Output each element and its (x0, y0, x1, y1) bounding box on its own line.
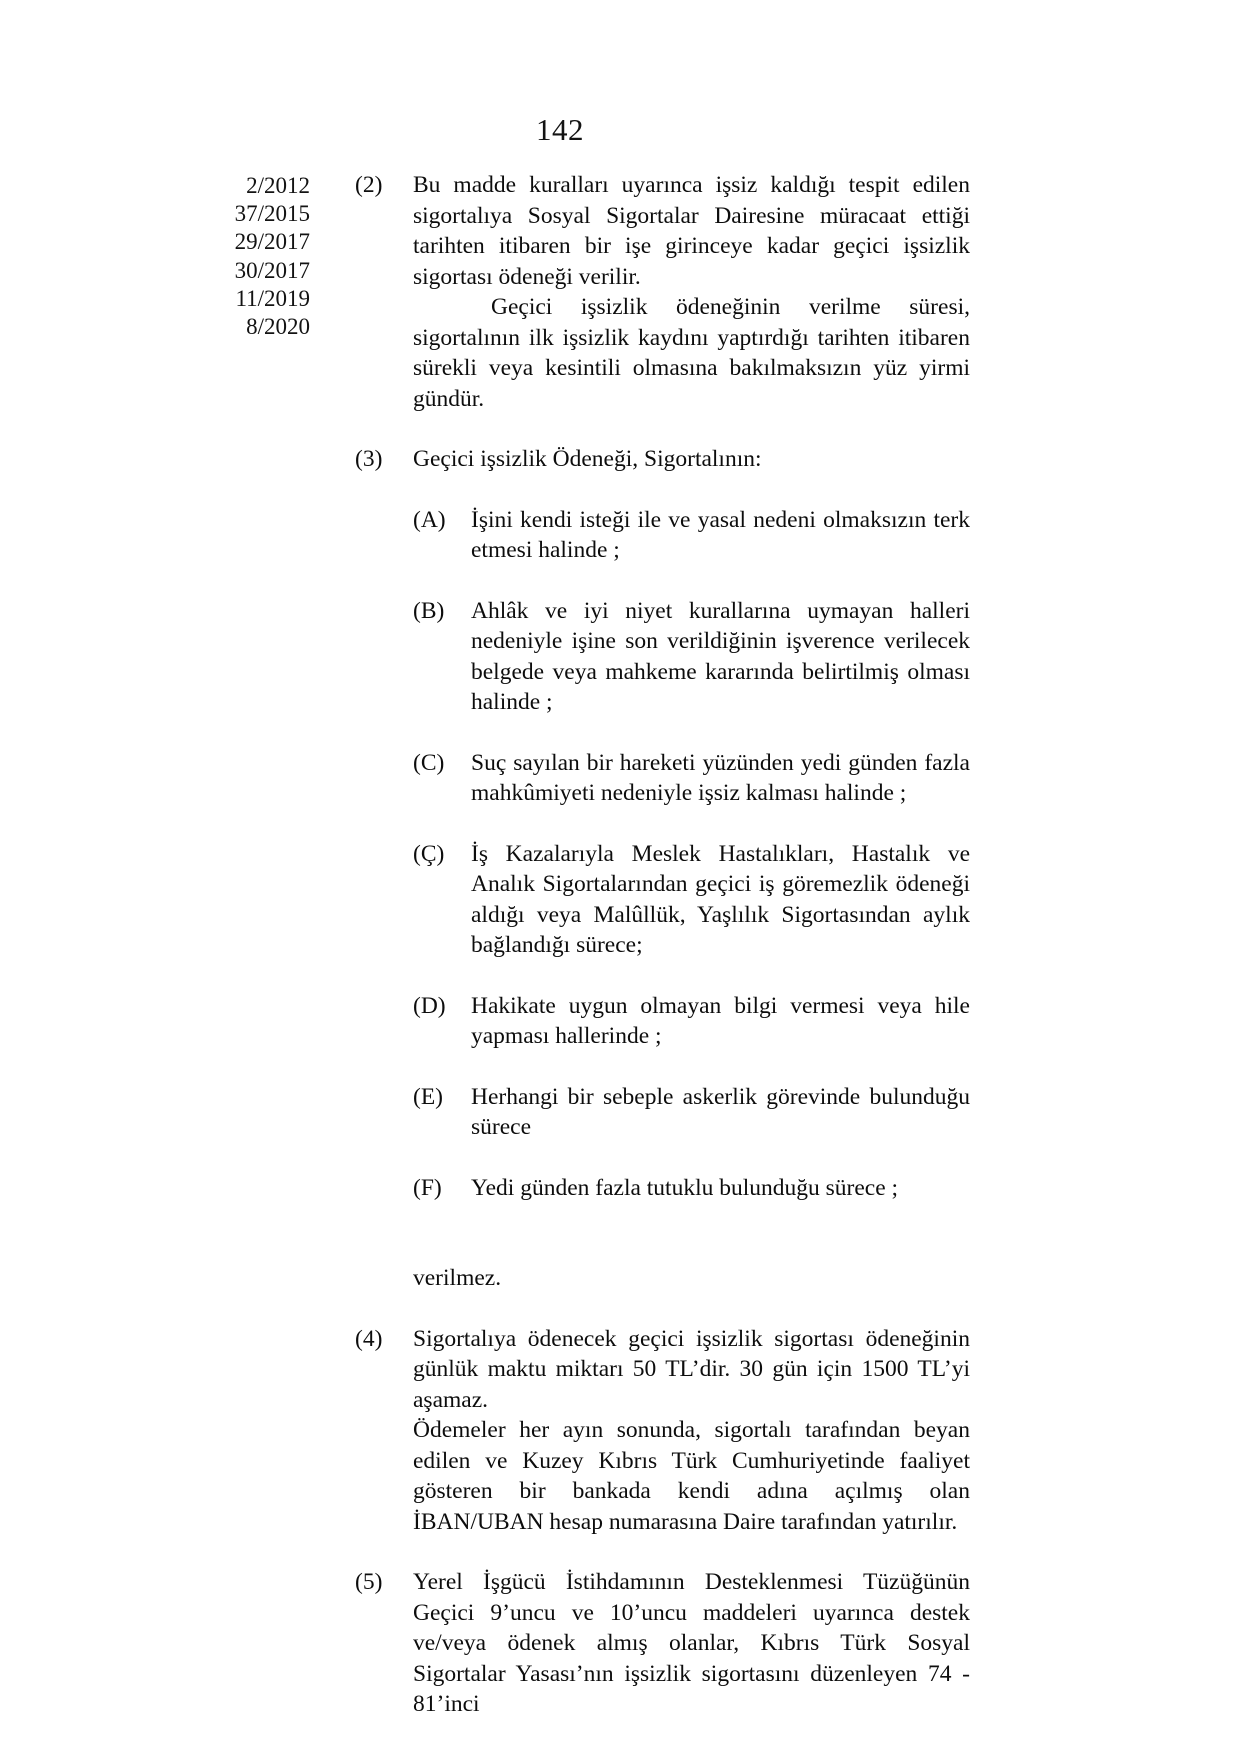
subclause-d (413, 991, 970, 1052)
clause-body (413, 444, 970, 475)
clause-marker: (5) (355, 1569, 383, 1595)
margin-note: 30/2017 (234, 257, 310, 283)
clause-body (413, 1567, 970, 1720)
subclause-marker: (Ç) (413, 840, 445, 867)
subclause-marker: (C) (413, 749, 445, 776)
subclause-body: Ahlâk ve iyi niyet kurallarına uymayan halleri nedeniyle işine son verildiğinin işverence verilecek belgede veya mahkeme kararında belirtilmiş olması halinde ; (471, 597, 970, 715)
margin-note: 11/2019 (235, 285, 310, 311)
subclause-c-cedilla (413, 839, 970, 961)
subclause-marker: (A) (413, 506, 446, 533)
subclause-marker: (F) (413, 1174, 442, 1201)
clause-paragraph: Geçici işsizlik Ödeneği, Sigortalının: (413, 446, 762, 472)
clause-body (413, 1324, 970, 1538)
clause-4 (355, 1324, 970, 1538)
subclause-f (413, 1173, 970, 1204)
subclause-body: İşini kendi isteği ile ve yasal nedeni olmaksızın terk etmesi halinde ; (471, 506, 970, 563)
body-column (355, 170, 970, 1720)
subclause-c (413, 748, 970, 809)
clause-5 (355, 1567, 970, 1720)
margin-note: 8/2020 (246, 314, 310, 340)
subclause-body: İş Kazalarıyla Meslek Hastalıkları, Hastalık ve Analık Sigortalarından geçici iş göremezlik ödeneği aldığı veya Malûllük, Yaşlılık Sigortasından aylık bağlandığı sürece; (471, 840, 970, 958)
margin-note: 2/2012 (246, 173, 310, 198)
subclause-marker: (D) (413, 992, 446, 1019)
subclause-body: Hakikate uygun olmayan bilgi vermesi veya hile yapması hallerinde ; (471, 992, 970, 1049)
subclause-body: Yedi günden fazla tutuklu bulunduğu sürece ; (471, 1174, 899, 1201)
subclause-a (413, 505, 970, 566)
clause-paragraph: Ödemeler her ayın sonunda, sigortalı tarafından beyan edilen ve Kuzey Kıbrıs Türk Cumhuriyetinde faaliyet gösteren bir bankada kendi adına açılmış olan İBAN/UBAN hesap numarasına Daire tarafından yatırılır. (413, 1417, 970, 1535)
clause-paragraph: Sigortalıya ödenecek geçici işsizlik sigortası ödeneğinin günlük maktu miktarı 50 TL’dir. 30 gün için 1500 TL’yi aşamaz. (413, 1325, 970, 1413)
margin-note: 29/2017 (234, 229, 310, 255)
clause-paragraph: Geçici işsizlik ödeneğinin verilme süresi, sigortalının ilk işsizlik kaydını yaptırdığı tarihten itibaren sürekli veya kesintili olmasına bakılmaksızın yüz yirmi gündür. (413, 294, 970, 412)
subclause-body: Herhangi bir sebeple askerlik görevinde bulunduğu sürece (471, 1083, 970, 1140)
subclause-b (413, 596, 970, 718)
clause-body (413, 170, 970, 414)
clause-2 (355, 170, 970, 414)
margin-note-column (150, 172, 310, 341)
clause-paragraph: Bu madde kuralları uyarınca işsiz kaldığı tespit edilen sigortalıya Sosyal Sigortalar Dairesine müracaat ettiği tarihten itibaren bir işe girinceye kadar geçici işsizlik sigortası ödeneği verilir. (413, 172, 970, 290)
margin-note: 37/2015 (234, 201, 310, 227)
clause-3-closing: verilmez. (413, 1265, 502, 1291)
clause-paragraph: Yerel İşgücü İstihdamının Desteklenmesi Tüzüğünün Geçici 9’uncu ve 10’uncu maddeleri uyarınca destek ve/veya ödenek almış olanlar, Kıbrıs Türk Sosyal Sigortalar Yasası’nın işsizlik sigortasını düzenleyen 74 - 81’inci (413, 1569, 970, 1717)
clause-marker: (2) (355, 172, 383, 198)
subclause-e (413, 1082, 970, 1143)
subclause-marker: (B) (413, 597, 445, 624)
clause-3 (355, 444, 970, 475)
subclause-body: Suç sayılan bir hareketi yüzünden yedi günden fazla mahkûmiyeti nedeniyle işsiz kalması halinde ; (471, 749, 970, 806)
subclause-marker: (E) (413, 1083, 444, 1110)
clause-marker: (3) (355, 446, 383, 472)
clause-marker: (4) (355, 1325, 383, 1352)
page-number: 142 (536, 112, 584, 147)
